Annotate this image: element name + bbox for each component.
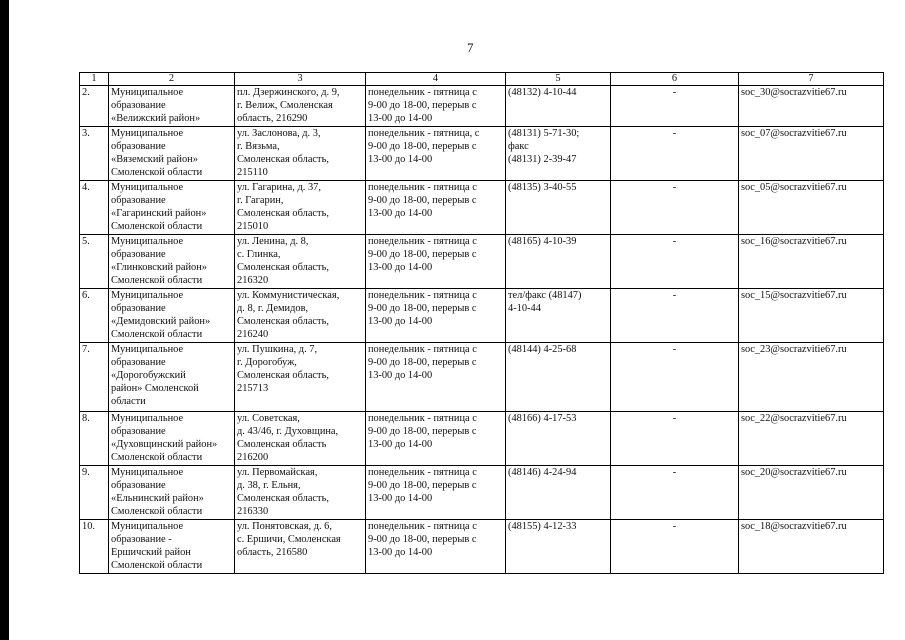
phone-line: (48165) 4-10-39 bbox=[508, 235, 577, 247]
column-header: 6 bbox=[611, 73, 739, 86]
municipality-line: Муниципальное bbox=[111, 520, 184, 532]
municipality-cell bbox=[109, 86, 235, 127]
address-line: ул. Гагарина, д. 37, bbox=[237, 181, 321, 193]
municipality-line: Муниципальное bbox=[111, 235, 184, 247]
municipality-line: Смоленской области bbox=[111, 329, 203, 341]
municipality-line: «Гагаринский район» bbox=[111, 208, 207, 220]
address-cell bbox=[235, 411, 366, 465]
table-row bbox=[80, 86, 884, 127]
column6-cell: - bbox=[611, 288, 739, 342]
address-line: Смоленская область, bbox=[237, 316, 329, 328]
address-line: д. 8, г. Демидов, bbox=[237, 302, 309, 314]
address-cell bbox=[235, 180, 366, 234]
address-line: ул. Ленина, д. 8, bbox=[237, 235, 309, 247]
column6-cell: - bbox=[611, 519, 739, 573]
municipality-line: Муниципальное bbox=[111, 87, 184, 98]
municipality-line: район» Смоленской bbox=[111, 383, 199, 395]
address-line: г. Гагарин, bbox=[237, 194, 284, 206]
address-line: 216330 bbox=[237, 506, 269, 518]
municipality-line: образование bbox=[111, 140, 166, 152]
municipality-line: «Глинковский район» bbox=[111, 262, 207, 274]
municipality-line: образование bbox=[111, 248, 166, 260]
address-cell bbox=[235, 234, 366, 288]
row-number-cell: 8. bbox=[80, 411, 109, 465]
row-number-cell: 4. bbox=[80, 180, 109, 234]
address-line: Смоленская область, bbox=[237, 262, 329, 274]
address-line: 215010 bbox=[237, 221, 269, 233]
hours-line: понедельник - пятница с bbox=[368, 466, 477, 478]
address-line: 215110 bbox=[237, 167, 268, 179]
address-line: Смоленская область, bbox=[237, 493, 329, 505]
column6-cell: - bbox=[611, 180, 739, 234]
column-header: 7 bbox=[739, 73, 884, 86]
hours-cell bbox=[366, 234, 506, 288]
address-cell bbox=[235, 86, 366, 127]
phone-line: (48146) 4-24-94 bbox=[508, 466, 577, 478]
email-cell: soc_22@socrazvitie67.ru bbox=[739, 411, 884, 465]
hours-cell bbox=[366, 288, 506, 342]
phone-cell bbox=[506, 411, 611, 465]
municipality-line: Муниципальное bbox=[111, 127, 184, 139]
municipality-line: образование bbox=[111, 479, 166, 491]
email-cell: soc_16@socrazvitie67.ru bbox=[739, 234, 884, 288]
address-cell bbox=[235, 342, 366, 411]
hours-line: 9-00 до 18-00, перерыв с bbox=[368, 100, 477, 112]
page-number: 7 bbox=[467, 40, 474, 55]
phone-cell bbox=[506, 342, 611, 411]
table-row bbox=[80, 180, 884, 234]
address-line: д. 38, г. Ельня, bbox=[237, 479, 301, 491]
hours-cell bbox=[366, 411, 506, 465]
address-line: г. Вязьма, bbox=[237, 140, 280, 152]
address-line: Смоленская область, bbox=[237, 208, 329, 220]
row-number-cell: 6. bbox=[80, 288, 109, 342]
municipality-line: Ершичский район bbox=[111, 547, 191, 559]
address-cell bbox=[235, 519, 366, 573]
address-line: г. Велиж, Смоленская bbox=[237, 100, 333, 112]
phone-line: (48155) 4-12-33 bbox=[508, 520, 577, 532]
table-row bbox=[80, 465, 884, 519]
address-cell bbox=[235, 288, 366, 342]
phone-line: (48131) 2-39-47 bbox=[508, 154, 577, 166]
municipality-line: Смоленской области bbox=[111, 275, 203, 287]
column6-cell: - bbox=[611, 86, 739, 127]
phone-line: факс bbox=[508, 140, 529, 152]
address-cell bbox=[235, 126, 366, 180]
hours-line: 13-00 до 14-00 bbox=[368, 113, 433, 125]
hours-line: 13-00 до 14-00 bbox=[368, 154, 433, 166]
phone-line: (48144) 4-25-68 bbox=[508, 343, 577, 355]
hours-line: 9-00 до 18-00, перерыв с bbox=[368, 425, 477, 437]
phone-line: (48135) 3-40-55 bbox=[508, 181, 577, 193]
table-row bbox=[80, 126, 884, 180]
hours-line: 9-00 до 18-00, перерыв с bbox=[368, 302, 477, 314]
hours-line: 9-00 до 18-00, перерыв с bbox=[368, 356, 477, 368]
phone-line: (48132) 4-10-44 bbox=[508, 87, 577, 98]
phone-cell bbox=[506, 180, 611, 234]
address-line: область, 216290 bbox=[237, 113, 308, 125]
header-row bbox=[80, 73, 884, 86]
hours-line: 13-00 до 14-00 bbox=[368, 493, 433, 505]
municipality-line: образование bbox=[111, 302, 166, 314]
hours-line: 13-00 до 14-00 bbox=[368, 439, 433, 451]
hours-line: 13-00 до 14-00 bbox=[368, 370, 433, 382]
municipality-line: «Ельнинский район» bbox=[111, 493, 204, 505]
hours-cell bbox=[366, 126, 506, 180]
municipality-line: Муниципальное bbox=[111, 466, 184, 478]
address-line: д. 43/46, г. Духовщина, bbox=[237, 425, 339, 437]
municipality-line: образование - bbox=[111, 533, 172, 545]
phone-cell bbox=[506, 288, 611, 342]
row-number-cell: 9. bbox=[80, 465, 109, 519]
address-line: Смоленская область, bbox=[237, 154, 329, 166]
address-line: 216200 bbox=[237, 452, 269, 464]
hours-line: понедельник - пятница с bbox=[368, 412, 477, 424]
municipality-line: образование bbox=[111, 425, 166, 437]
municipality-cell bbox=[109, 126, 235, 180]
address-line: с. Ершичи, Смоленская bbox=[237, 533, 341, 545]
municipality-cell bbox=[109, 288, 235, 342]
phone-cell bbox=[506, 126, 611, 180]
column6-cell: - bbox=[611, 465, 739, 519]
municipality-cell bbox=[109, 465, 235, 519]
hours-line: понедельник - пятница с bbox=[368, 343, 477, 355]
phone-cell bbox=[506, 234, 611, 288]
hours-cell bbox=[366, 519, 506, 573]
municipality-line: Муниципальное bbox=[111, 289, 184, 301]
column-header: 3 bbox=[235, 73, 366, 86]
hours-cell bbox=[366, 86, 506, 127]
address-line: г. Дорогобуж, bbox=[237, 356, 297, 368]
phone-line: (48131) 5-71-30; bbox=[508, 127, 580, 139]
address-line: ул. Советская, bbox=[237, 412, 300, 424]
left-margin-bar bbox=[0, 0, 9, 640]
municipality-line: «Демидовский район» bbox=[111, 316, 211, 328]
email-cell: soc_23@socrazvitie67.ru bbox=[739, 342, 884, 411]
municipality-line: Смоленской области bbox=[111, 506, 203, 518]
municipality-cell bbox=[109, 234, 235, 288]
column6-cell: - bbox=[611, 342, 739, 411]
row-number-cell: 10. bbox=[80, 519, 109, 573]
table-row bbox=[80, 519, 884, 573]
row-number-cell: 2. bbox=[80, 86, 109, 127]
table-row bbox=[80, 288, 884, 342]
column-header: 4 bbox=[366, 73, 506, 86]
address-line: ул. Пушкина, д. 7, bbox=[237, 343, 318, 355]
address-line: 216320 bbox=[237, 275, 269, 287]
municipality-line: Муниципальное bbox=[111, 412, 184, 424]
hours-line: 9-00 до 18-00, перерыв с bbox=[368, 533, 477, 545]
municipality-cell bbox=[109, 411, 235, 465]
hours-line: 13-00 до 14-00 bbox=[368, 547, 433, 559]
phone-cell bbox=[506, 519, 611, 573]
email-cell: soc_07@socrazvitie67.ru bbox=[739, 126, 884, 180]
hours-line: понедельник - пятница, с bbox=[368, 127, 480, 139]
hours-line: 9-00 до 18-00, перерыв с bbox=[368, 248, 477, 260]
municipality-line: образование bbox=[111, 194, 166, 206]
municipality-cell bbox=[109, 180, 235, 234]
municipality-line: области bbox=[111, 396, 146, 408]
address-line: с. Глинка, bbox=[237, 248, 281, 260]
municipality-line: Смоленской области bbox=[111, 167, 203, 179]
phone-cell bbox=[506, 465, 611, 519]
phone-line: тел/факс (48147) bbox=[508, 289, 582, 301]
email-cell: soc_15@socrazvitie67.ru bbox=[739, 288, 884, 342]
phone-line: (48166) 4-17-53 bbox=[508, 412, 577, 424]
column6-cell: - bbox=[611, 411, 739, 465]
row-number-cell: 7. bbox=[80, 342, 109, 411]
address-line: область, 216580 bbox=[237, 547, 308, 559]
municipality-line: Смоленской области bbox=[111, 560, 203, 572]
email-cell: soc_05@socrazvitie67.ru bbox=[739, 180, 884, 234]
hours-cell bbox=[366, 180, 506, 234]
email-cell: soc_20@socrazvitie67.ru bbox=[739, 465, 884, 519]
row-number-cell: 5. bbox=[80, 234, 109, 288]
municipality-line: образование bbox=[111, 100, 166, 112]
address-line: пл. Дзержинского, д. 9, bbox=[237, 87, 340, 98]
municipality-line: «Духовщинский район» bbox=[111, 439, 218, 451]
address-line: 216240 bbox=[237, 329, 269, 341]
hours-line: 13-00 до 14-00 bbox=[368, 262, 433, 274]
email-cell: soc_18@socrazvitie67.ru bbox=[739, 519, 884, 573]
address-cell bbox=[235, 465, 366, 519]
municipality-line: «Дорогобужский bbox=[111, 370, 186, 382]
table-row bbox=[80, 342, 884, 411]
address-line: ул. Первомайская, bbox=[237, 466, 318, 478]
hours-line: 9-00 до 18-00, перерыв с bbox=[368, 479, 477, 491]
hours-cell bbox=[366, 465, 506, 519]
address-line: ул. Заслонова, д. 3, bbox=[237, 127, 321, 139]
address-line: Смоленская область, bbox=[237, 370, 329, 382]
hours-line: 13-00 до 14-00 bbox=[368, 316, 433, 328]
hours-line: понедельник - пятница с bbox=[368, 87, 477, 98]
row-number-cell: 3. bbox=[80, 126, 109, 180]
hours-line: 13-00 до 14-00 bbox=[368, 208, 433, 220]
table-row bbox=[80, 234, 884, 288]
hours-line: понедельник - пятница с bbox=[368, 235, 477, 247]
municipality-line: Смоленской области bbox=[111, 221, 203, 233]
hours-line: понедельник - пятница с bbox=[368, 289, 477, 301]
column-header: 5 bbox=[506, 73, 611, 86]
hours-line: понедельник - пятница с bbox=[368, 520, 477, 532]
email-cell: soc_30@socrazvitie67.ru bbox=[739, 86, 884, 127]
address-line: ул. Понятовская, д. 6, bbox=[237, 520, 332, 532]
column-header: 2 bbox=[109, 73, 235, 86]
address-line: 215713 bbox=[237, 383, 269, 395]
phone-line: 4-10-44 bbox=[508, 302, 541, 314]
column6-cell: - bbox=[611, 234, 739, 288]
municipality-line: Муниципальное bbox=[111, 343, 184, 355]
address-line: ул. Коммунистическая, bbox=[237, 289, 340, 301]
hours-line: 9-00 до 18-00, перерыв с bbox=[368, 140, 477, 152]
hours-line: понедельник - пятница с bbox=[368, 181, 477, 193]
column6-cell: - bbox=[611, 126, 739, 180]
municipality-line: «Велижский район» bbox=[111, 113, 201, 125]
municipality-line: «Вяземский район» bbox=[111, 154, 198, 166]
municipality-cell bbox=[109, 342, 235, 411]
table-row bbox=[80, 411, 884, 465]
hours-line: 9-00 до 18-00, перерыв с bbox=[368, 194, 477, 206]
municipality-line: Смоленской области bbox=[111, 452, 203, 464]
column-header: 1 bbox=[80, 73, 109, 86]
municipality-line: Муниципальное bbox=[111, 181, 184, 193]
hours-cell bbox=[366, 342, 506, 411]
address-line: Смоленская область bbox=[237, 439, 327, 451]
municipality-line: образование bbox=[111, 356, 166, 368]
municipality-cell bbox=[109, 519, 235, 573]
phone-cell bbox=[506, 86, 611, 127]
contacts-table bbox=[79, 72, 884, 574]
